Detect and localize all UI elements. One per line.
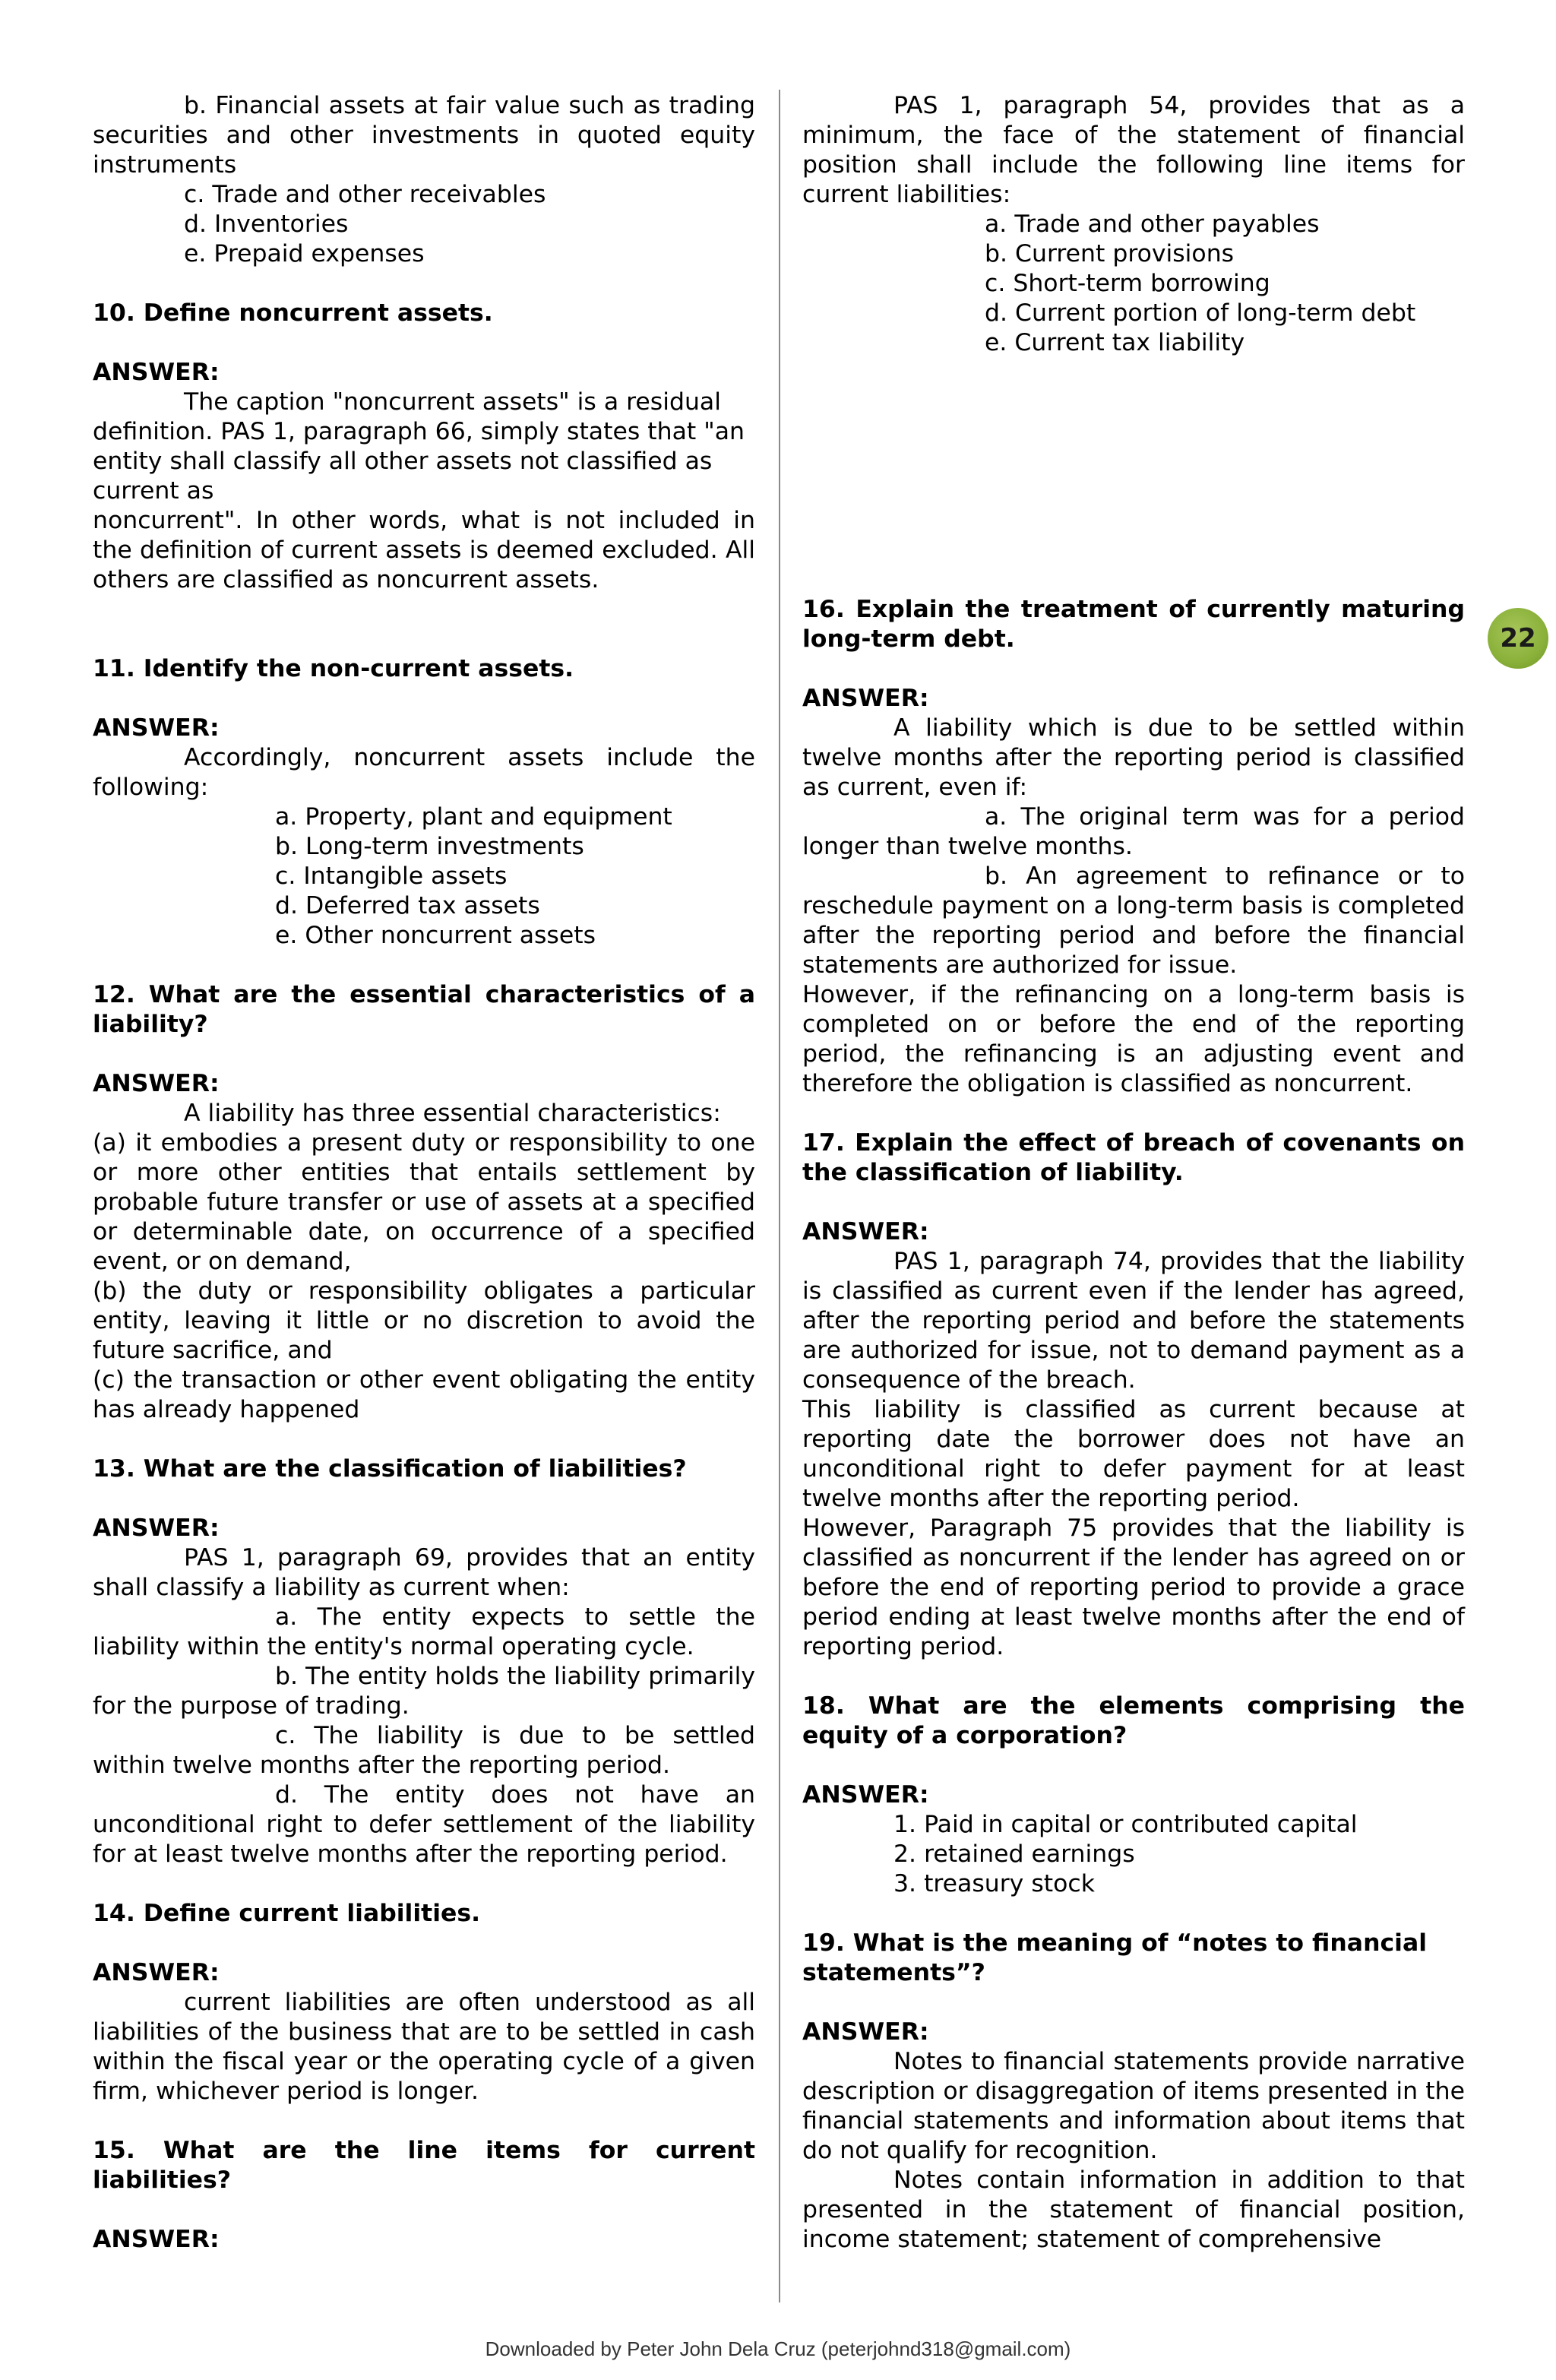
list-item: c. Short-term borrowing [985,270,1270,297]
download-footer: Downloaded by Peter John Dela Cruz (peterjohnd318@gmail.com) [485,2337,1071,2360]
answer-label: ANSWER: [93,1959,220,1986]
answer-paragraph: noncurrent". In other words, what is not included in the definition of current assets is deemed excluded. All others are classified as noncurrent assets. [93,507,755,593]
answer-paragraph: A liability which is due to be settled within twelve months after the reporting period is classified as current, even if: [802,714,1465,801]
question-heading: 14. Define current liabilities. [93,1900,481,1927]
question-heading: 16. Explain the treatment of currently maturing long-term debt. [802,596,1465,653]
answer-paragraph: Notes to financial statements provide narrative description or disaggregation of items presented in the financial statements and information about items that do not qualify for recognition. [802,2048,1465,2164]
list-item: 1. Paid in capital or contributed capital [893,1811,1358,1838]
list-item: b. Current provisions [985,240,1235,267]
answer-paragraph: current liabilities are often understood as all liabilities of the business that are to be settled in cash within the fiscal year or the operating cycle of a given firm, whichever period is longer. [93,1989,755,2105]
question-heading: 19. What is the meaning of “notes to financial statements”? [802,1929,1428,1986]
list-item: a. The entity expects to settle the liability within the entity's normal operating cycle. [93,1603,755,1660]
answer-paragraph: However, if the refinancing on a long-term basis is completed on or before the end of the reporting period, the refinancing is an adjusting event and therefore the obligation is classified as noncurrent. [802,981,1465,1097]
question-heading: 10. Define noncurrent assets. [93,299,493,327]
answer-label: ANSWER: [93,1070,220,1097]
answer-label: ANSWER: [93,714,220,742]
page-number-badge: 22 [1488,608,1548,669]
list-item: c. The liability is due to be settled within twelve months after the reporting period. [93,1722,755,1779]
column-divider [779,90,780,2302]
answer-paragraph: Accordingly, noncurrent assets include the following: [93,744,755,801]
list-item: d. Current portion of long-term debt [985,299,1416,327]
list-item: c. Intangible assets [275,862,508,890]
answer-label: ANSWER: [93,359,220,386]
list-item: b. The entity holds the liability primarily for the purpose of trading. [93,1663,755,1720]
answer-paragraph: (c) the transaction or other event obligating the entity has already happened [93,1366,755,1423]
question-heading: 12. What are the essential characteristics of a liability? [93,981,755,1038]
list-item: e. Current tax liability [985,329,1245,356]
answer-paragraph: Notes contain information in addition to that presented in the statement of financial position, income statement; statement of comprehensive [802,2166,1465,2253]
list-item: c. Trade and other receivables [184,181,546,208]
answer-paragraph: (b) the duty or responsibility obligates a particular entity, leaving it little or no discretion to avoid the future sacrifice, and [93,1277,755,1364]
answer-label: ANSWER: [93,1514,220,1542]
left-column [93,91,755,2255]
question-heading: 17. Explain the effect of breach of covenants on the classification of liability. [802,1129,1465,1186]
answer-paragraph: The caption "noncurrent assets" is a residual definition. PAS 1, paragraph 66, simply states that "an entity shall classify all other assets not classified as current as [93,388,745,505]
list-item: d. Deferred tax assets [275,892,540,919]
answer-paragraph: This liability is classified as current because at reporting date the borrower does not have an unconditional right to defer payment for at least twelve months after the reporting period. [802,1396,1465,1512]
question-heading: 15. What are the line items for current liabilities? [93,2137,755,2194]
list-item: a. Property, plant and equipment [275,803,672,831]
list-item: 2. retained earnings [893,1840,1135,1868]
answer-paragraph: PAS 1, paragraph 54, provides that as a minimum, the face of the statement of financial position shall include the following line items for current liabilities: [802,92,1465,208]
answer-paragraph: A liability has three essential characteristics: [184,1100,721,1127]
list-item: b. Financial assets at fair value such as trading securities and other investments in quoted equity instruments [93,92,755,179]
list-item: b. An agreement to refinance or to reschedule payment on a long-term basis is completed after the reporting period and before the financial statements are authorized for issue. [802,862,1465,979]
list-item: e. Other noncurrent assets [275,922,596,949]
right-column [802,91,1465,2255]
list-item: a. Trade and other payables [985,210,1320,238]
list-item: e. Prepaid expenses [184,240,425,267]
answer-label: ANSWER: [802,1218,929,1245]
answer-paragraph: PAS 1, paragraph 69, provides that an entity shall classify a liability as current when: [93,1544,755,1601]
answer-paragraph: However, Paragraph 75 provides that the liability is classified as noncurrent if the lender has agreed on or before the end of reporting period to provide a grace period ending at least twelve months after the end of reporting period. [802,1514,1465,1660]
question-heading: 13. What are the classification of liabilities? [93,1455,687,1483]
answer-paragraph: (a) it embodies a present duty or responsibility to one or more other entities that entails settlement by probable future transfer or use of assets at a specified or determinable date, on occurrence of a specified event, or on demand, [93,1129,755,1275]
list-item: d. Inventories [184,210,349,238]
question-heading: 11. Identify the non-current assets. [93,655,574,682]
answer-label: ANSWER: [93,2226,220,2253]
list-item: d. The entity does not have an unconditional right to defer settlement of the liability for at least twelve months after the reporting period. [93,1781,755,1868]
list-item: b. Long-term investments [275,833,584,860]
list-item: 3. treasury stock [893,1870,1095,1897]
answer-label: ANSWER: [802,2018,929,2046]
answer-paragraph: PAS 1, paragraph 74, provides that the liability is classified as current even if the lender has agreed, after the reporting period and before the statements are authorized for issue, not to demand payment as a consequence of the breach. [802,1248,1465,1394]
answer-label: ANSWER: [802,685,929,712]
answer-label: ANSWER: [802,1781,929,1809]
list-item: a. The original term was for a period longer than twelve months. [802,803,1465,860]
question-heading: 18. What are the elements comprising the equity of a corporation? [802,1692,1465,1749]
